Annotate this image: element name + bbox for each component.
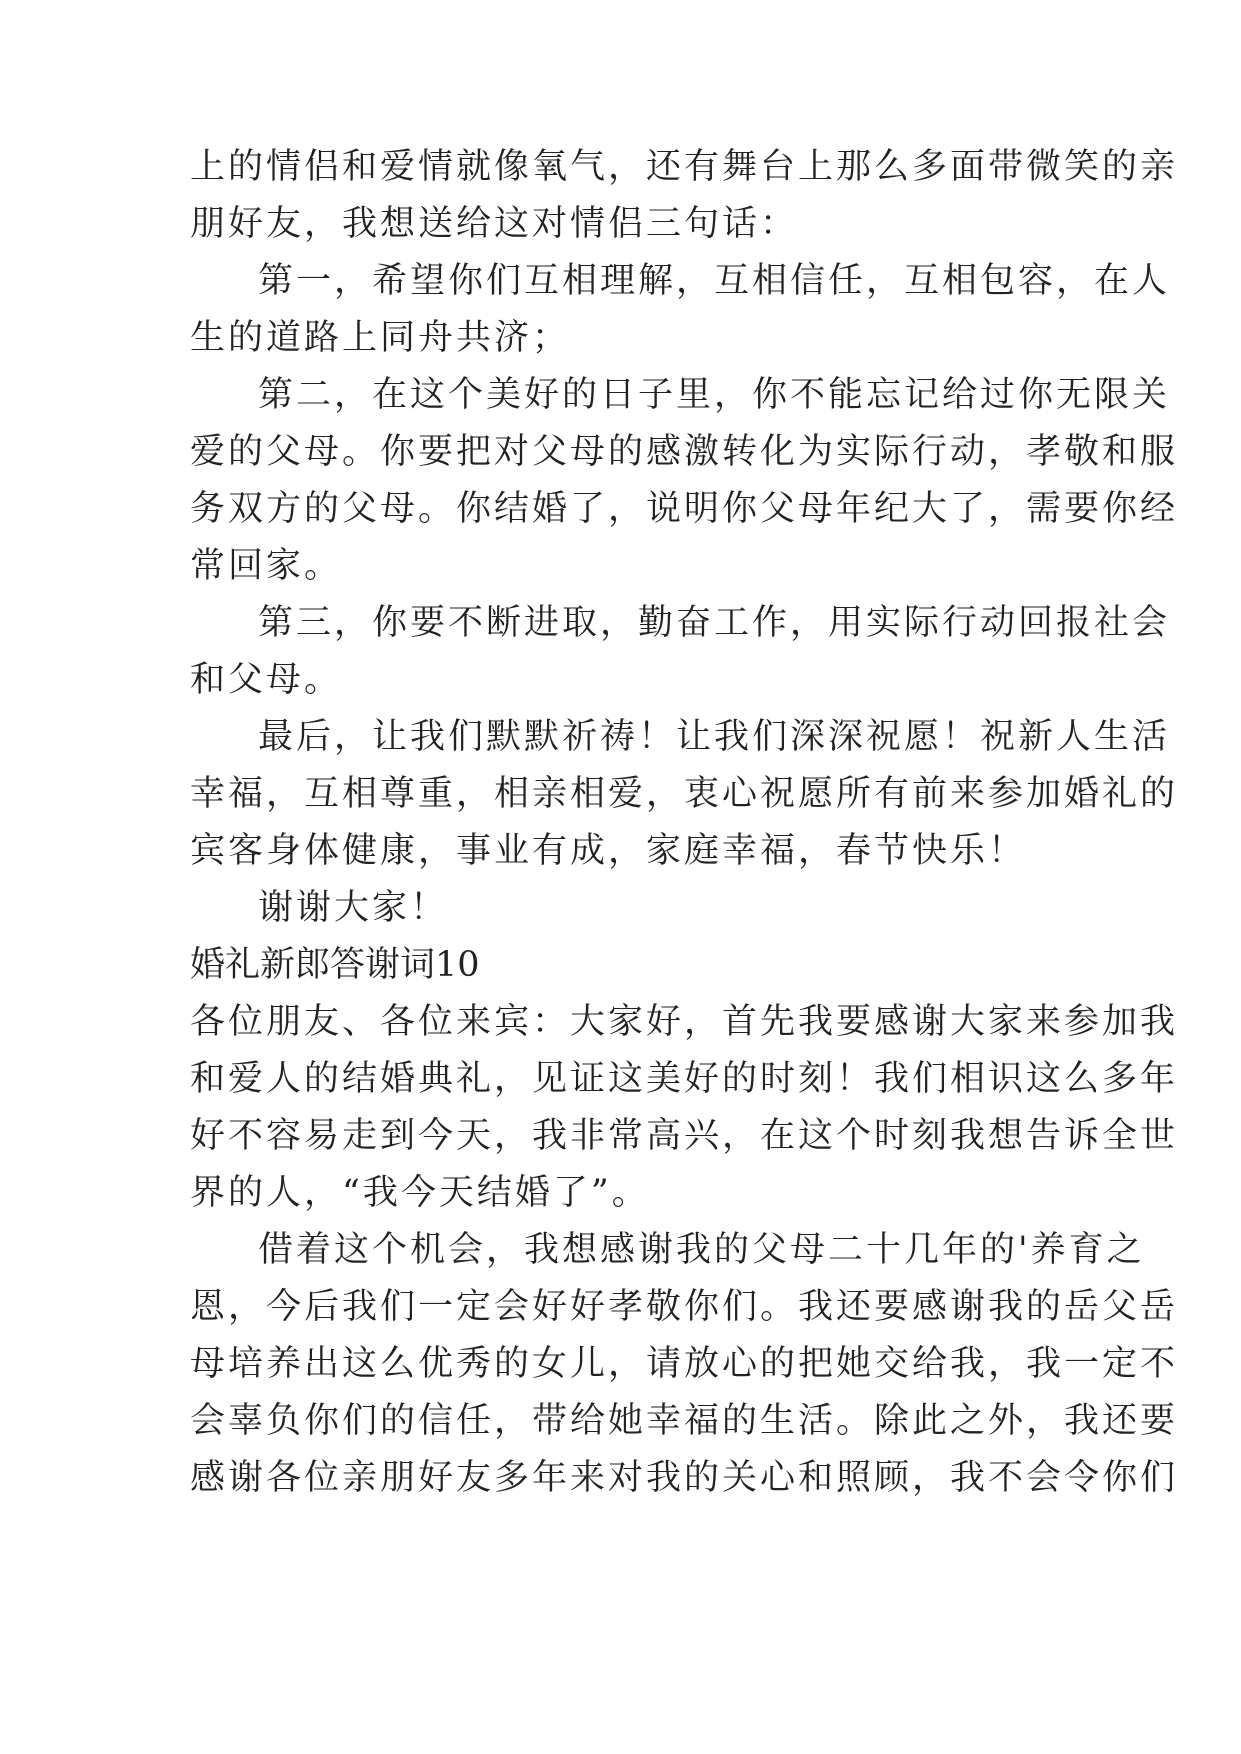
text-line: 爱的父母。你要把对父母的感激转化为实际行动，孝敬和服 bbox=[190, 432, 1179, 472]
text-line: 好不容易走到今天，我非常高兴，在这个时刻我想告诉全世 bbox=[190, 1116, 1179, 1156]
text-line: 界的人，“我今天结婚了”。 bbox=[190, 1173, 650, 1213]
text-line: 生的道路上同舟共济； bbox=[190, 318, 571, 358]
text-line: 朋好友，我想送给这对情侣三句话： bbox=[190, 204, 799, 244]
text-line: 各位朋友、各位来宾：大家好，首先我要感谢大家来参加我 bbox=[190, 1002, 1179, 1042]
text-line: 和爱人的结婚典礼，见证这美好的时刻！我们相识这么多年 bbox=[190, 1059, 1179, 1099]
text-line: 恩，今后我们一定会好好孝敬你们。我还要感谢我的岳父岳 bbox=[190, 1287, 1179, 1327]
text-line: 幸福，互相尊重，相亲相爱，衷心祝愿所有前来参加婚礼的 bbox=[190, 774, 1179, 814]
text-line: 会辜负你们的信任，带给她幸福的生活。除此之外，我还要 bbox=[190, 1401, 1179, 1441]
text-line: 母培养出这么优秀的女儿，请放心的把她交给我，我一定不 bbox=[190, 1344, 1179, 1384]
paragraph-first-line: 借着这个机会，我想感谢我的父母二十几年的'养育之 bbox=[258, 1230, 1145, 1270]
text-line: 上的情侣和爱情就像氧气，还有舞台上那么多面带微笑的亲 bbox=[190, 147, 1179, 187]
paragraph-first-line: 谢谢大家！ bbox=[258, 888, 449, 928]
paragraph-first-line: 第三，你要不断进取，勤奋工作，用实际行动回报社会 bbox=[258, 603, 1171, 643]
text-line: 感谢各位亲朋好友多年来对我的关心和照顾，我不会令你们 bbox=[190, 1458, 1179, 1498]
text-line: 宾客身体健康，事业有成，家庭幸福，春节快乐！ bbox=[190, 831, 1027, 871]
text-line: 常回家。 bbox=[190, 546, 343, 586]
paragraph-first-line: 最后，让我们默默祈祷！让我们深深祝愿！祝新人生活 bbox=[258, 717, 1171, 757]
paragraph-first-line: 第一，希望你们互相理解，互相信任，互相包容，在人 bbox=[258, 261, 1171, 301]
text-line: 务双方的父母。你结婚了，说明你父母年纪大了，需要你经 bbox=[190, 489, 1179, 529]
text-line: 和父母。 bbox=[190, 660, 343, 700]
section-heading: 婚礼新郎答谢词10 bbox=[190, 945, 480, 985]
paragraph-first-line: 第二，在这个美好的日子里，你不能忘记给过你无限关 bbox=[258, 375, 1171, 415]
